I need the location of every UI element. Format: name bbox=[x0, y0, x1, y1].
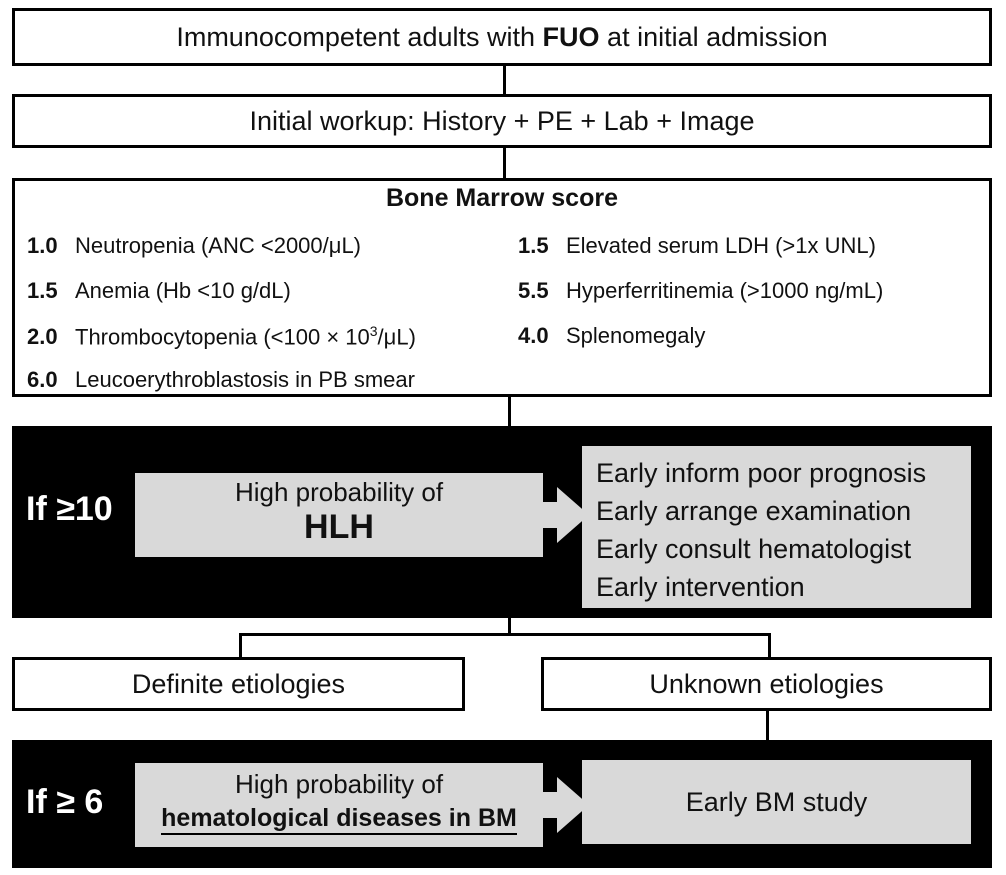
definite-etiologies-box bbox=[12, 657, 465, 711]
hlh-threshold: If ≥10 bbox=[26, 490, 113, 528]
connector-3 bbox=[508, 397, 511, 427]
hlh-diagnosis: HLH bbox=[304, 508, 374, 546]
bm-arrow-shaft bbox=[543, 792, 557, 818]
fuo-prefix: Immunocompetent adults with bbox=[176, 21, 536, 52]
fuo-suffix: at initial admission bbox=[607, 21, 828, 52]
bm-action-text: Early BM study bbox=[685, 786, 868, 817]
score-title: Bone Marrow score bbox=[385, 184, 618, 212]
score-item-anemia: 1.5 Anemia (Hb <10 g/dL) bbox=[27, 278, 291, 303]
initial-workup-box bbox=[12, 94, 992, 148]
hlh-arrow-shaft bbox=[543, 502, 557, 528]
connector-1 bbox=[503, 66, 506, 94]
hlh-panel bbox=[12, 426, 992, 618]
bm-probability-box bbox=[135, 763, 543, 847]
hlh-probability-box bbox=[135, 473, 543, 557]
unknown-etiologies-box bbox=[541, 657, 992, 711]
bm-prob-line: High probability of bbox=[234, 769, 444, 799]
hlh-action-1: Early inform poor prognosis bbox=[596, 458, 927, 488]
definite-etiologies-text: Definite etiologies bbox=[131, 668, 346, 699]
fuo-admission-box bbox=[12, 8, 992, 66]
branch-left bbox=[239, 633, 242, 657]
bm-action-box bbox=[582, 760, 971, 844]
score-item-leucoerythroblastosis: 6.0 Leucoerythroblastosis in PB smear bbox=[27, 367, 415, 392]
unknown-etiologies-text: Unknown etiologies bbox=[649, 668, 884, 699]
hlh-action-4: Early intervention bbox=[596, 572, 805, 602]
score-item-thrombocytopenia: 2.0 Thrombocytopenia $(<100 \times 10^3/\mu L)$ bbox=[27, 323, 416, 350]
branch-right bbox=[768, 633, 771, 657]
hlh-prob-line: High probability of bbox=[234, 477, 444, 507]
connector-5 bbox=[766, 711, 769, 741]
initial-workup-text: Initial workup: History + PE + Lab + Image bbox=[249, 105, 755, 136]
bm-threshold: If ≥ 6 bbox=[26, 783, 104, 821]
bm-diagnosis: hematological diseases in BM bbox=[161, 804, 517, 835]
score-item-neutropenia: 1.0 Neutropenia (ANC <2000/μL) bbox=[27, 233, 361, 258]
hlh-action-3: Early consult hematologist bbox=[596, 534, 912, 564]
hlh-action-2: Early arrange examination bbox=[596, 496, 912, 526]
hlh-actions-box bbox=[582, 446, 971, 608]
bm-panel bbox=[12, 740, 992, 868]
branch-bar bbox=[239, 633, 771, 636]
connector-2 bbox=[503, 148, 506, 178]
bone-marrow-score-box bbox=[12, 178, 992, 397]
score-item-splenomegaly: 4.0 Splenomegaly bbox=[518, 323, 706, 348]
fuo-label: FUO bbox=[542, 21, 600, 52]
score-item-ldh: 1.5 Elevated serum LDH (>1x UNL) bbox=[518, 233, 876, 258]
score-item-hyperferritinemia: 5.5 Hyperferritinemia (>1000 ng/mL) bbox=[518, 278, 884, 303]
